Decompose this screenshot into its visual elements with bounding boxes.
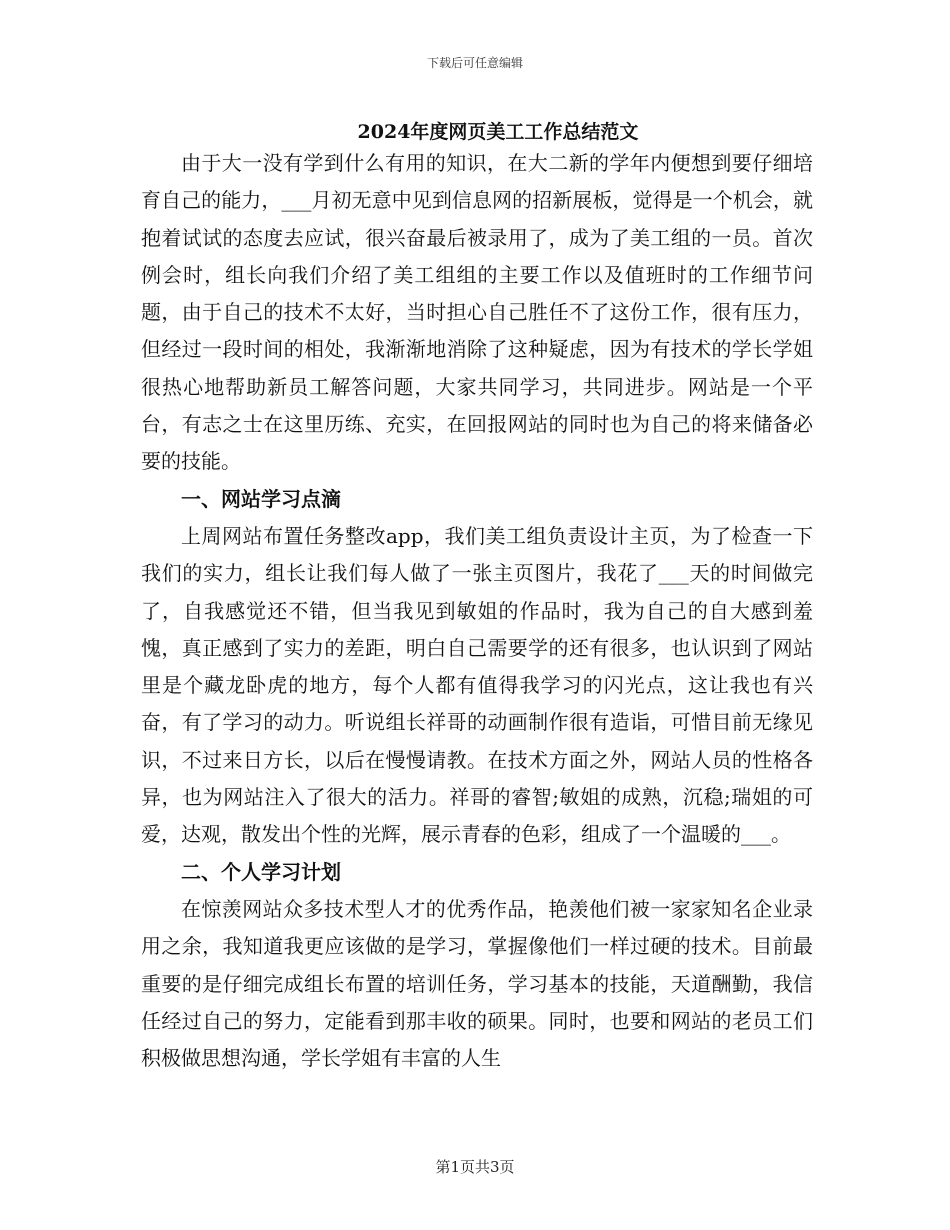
section-2-paragraph: 在惊羡网站众多技术型人才的优秀作品，艳羡他们被一家家知名企业录用之余，我知道我更应该做的是学习，掌握像他们一样过硬的技术。目前最重要的是仔细完成组长布置的培训任务，学习基本的技能，天道酬勤，我信任经过自己的努力，定能看到那丰收的硕果。同时，也要和网站的老员工们积极做思想沟通，学长学姐有丰富的人生 bbox=[141, 896, 813, 1071]
header-note: 下载后可任意编辑 bbox=[426, 56, 523, 70]
intro-paragraph: 由于大一没有学到什么有用的知识，在大二新的学年内便想到要仔细培育自己的能力，___月初无意中见到信息网的招新展板，觉得是一个机会，就抱着试试的态度去应试，很兴奋最后被录用了，成为了美工组的一员。首次例会时，组长向我们介绍了美工组组的主要工作以及值班时的工作细节问题，由于自己的技术不太好，当时担心自己胜任不了这份工作，很有压力，但经过一段时间的相处，我渐渐地消除了这种疑虑，因为有技术的学长学姐很热心地帮助新员工解答问题，大家共同学习，共同进步。网站是一个平台，有志之士在这里历练、充实，在回报网站的同时也为自己的将来储备必要的技能。 bbox=[141, 151, 813, 474]
section-1-heading: 一、网站学习点滴 bbox=[181, 486, 341, 511]
document-title: 2024年度网页美工工作总结范文 bbox=[357, 121, 639, 143]
document-body bbox=[141, 145, 813, 1077]
section-2-heading: 二、个人学习计划 bbox=[181, 859, 341, 884]
page-number: 第1页共3页 bbox=[435, 1158, 515, 1176]
section-1-paragraph: 上周网站布置任务整改app，我们美工组负责设计主页，为了检查一下我们的实力，组长让我们每人做了一张主页图片，我花了___天的时间做完了，自我感觉还不错，但当我见到敏姐的作品时，我为自己的自大感到羞愧，真正感到了实力的差距，明白自己需要学的还有很多，也认识到了网站里是个藏龙卧虎的地方，每个人都有值得我学习的闪光点，这让我也有兴奋，有了学习的动力。听说组长祥哥的动画制作很有造诣，可惜目前无缘见识，不过来日方长，以后在慢慢请教。在技术方面之外，网站人员的性格各异，也为网站注入了很大的活力。祥哥的睿智;敏姐的成熟，沉稳;瑞姐的可爱，达观，散发出个性的光辉，展示青春的色彩，组成了一个温暖的___。 bbox=[141, 523, 813, 847]
